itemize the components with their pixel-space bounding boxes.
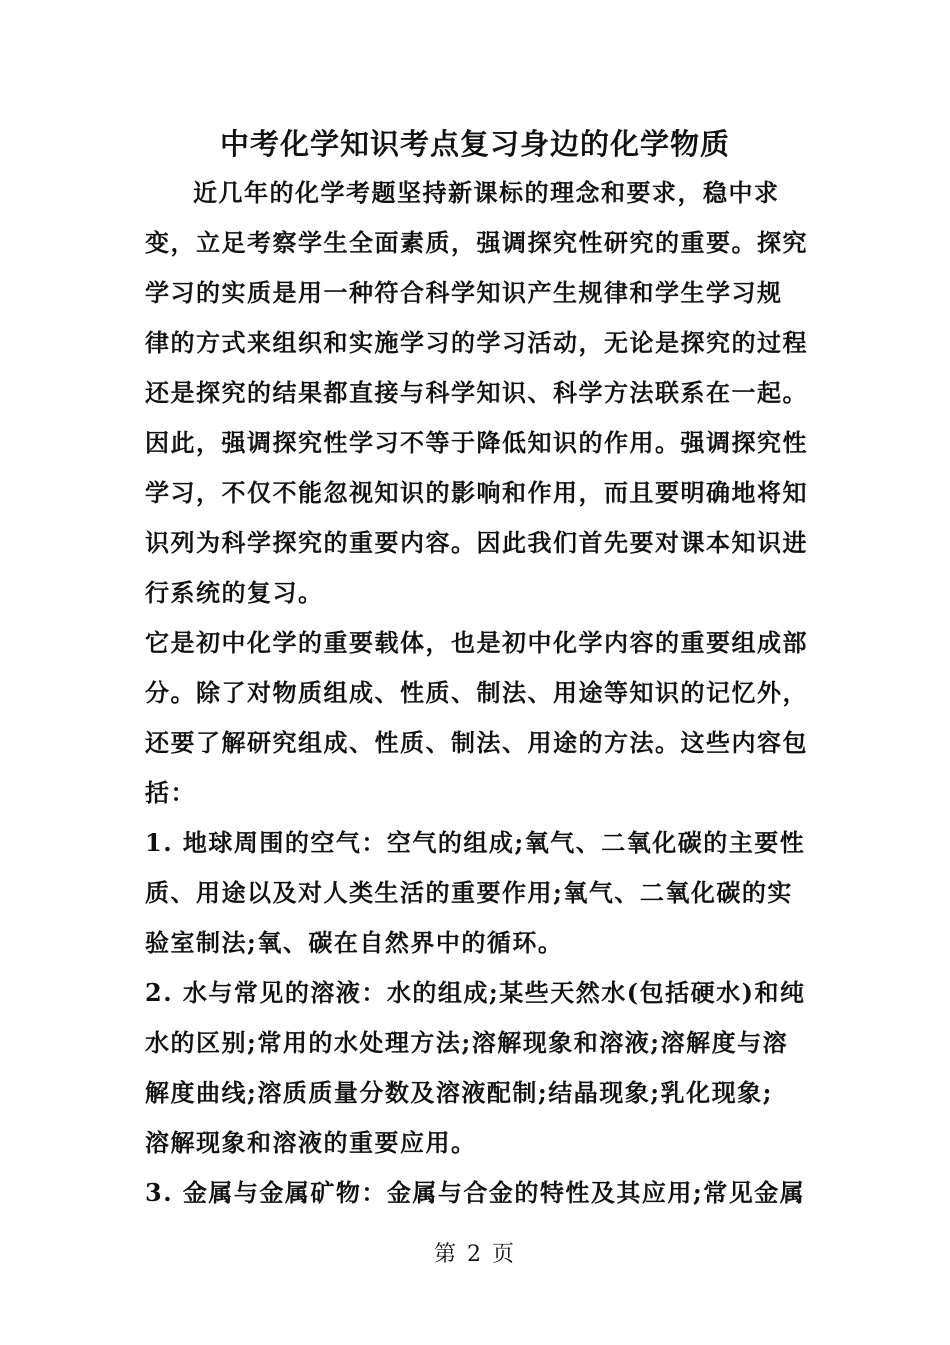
list-item-line: 水的区别;常用的水处理方法;溶解现象和溶液;溶解度与溶 (145, 1028, 789, 1057)
list-item-line: 解度曲线;溶质质量分数及溶液配制;结晶现象;乳化现象; (145, 1078, 773, 1107)
paragraph-line: 括： (145, 778, 196, 807)
paragraph-line: 近几年的化学考题坚持新课标的理念和要求，稳中求 (193, 178, 780, 207)
paragraph-line: 识列为科学探究的重要内容。因此我们首先要对课本知识进 (145, 528, 808, 557)
document-title: 中考化学知识考点复习身边的化学物质 (219, 127, 730, 161)
page-number: 第 2 页 (434, 1242, 516, 1267)
paragraph-line: 学习，不仅不能忽视知识的影响和作用，而且要明确地将知 (145, 478, 808, 507)
list-item-line: 3. 金属与金属矿物：金属与合金的特性及其应用;常见金属 (145, 1178, 806, 1207)
paragraph-line: 学习的实质是用一种符合科学知识产生规律和学生学习规 (145, 278, 783, 307)
list-item-line: 质、用途以及对人类生活的重要作用;氧气、二氧化碳的实 (145, 878, 793, 907)
list-item-line: 溶解现象和溶液的重要应用。 (145, 1128, 477, 1157)
list-item-line: 验室制法;氧、碳在自然界中的循环。 (145, 928, 564, 957)
list-item-line: 1. 地球周围的空气：空气的组成;氧气、二氧化碳的主要性 (145, 828, 806, 857)
paragraph-line: 变，立足考察学生全面素质，强调探究性研究的重要。探究 (145, 228, 808, 257)
paragraph-line: 还是探究的结果都直接与科学知识、科学方法联系在一起。 (145, 378, 808, 407)
paragraph-line: 分。除了对物质组成、性质、制法、用途等知识的记忆外， (145, 678, 808, 707)
paragraph-line: 因此，强调探究性学习不等于降低知识的作用。强调探究性 (145, 428, 808, 457)
paragraph-line: 律的方式来组织和实施学习的学习活动，无论是探究的过程 (145, 328, 808, 357)
paragraph-line: 行系统的复习。 (145, 578, 324, 607)
list-item-line: 2. 水与常见的溶液：水的组成;某些天然水(包括硬水)和纯 (145, 978, 806, 1007)
paragraph-line: 还要了解研究组成、性质、制法、用途的方法。这些内容包 (145, 728, 808, 757)
paragraph-line: 它是初中化学的重要载体，也是初中化学内容的重要组成部 (145, 628, 808, 657)
